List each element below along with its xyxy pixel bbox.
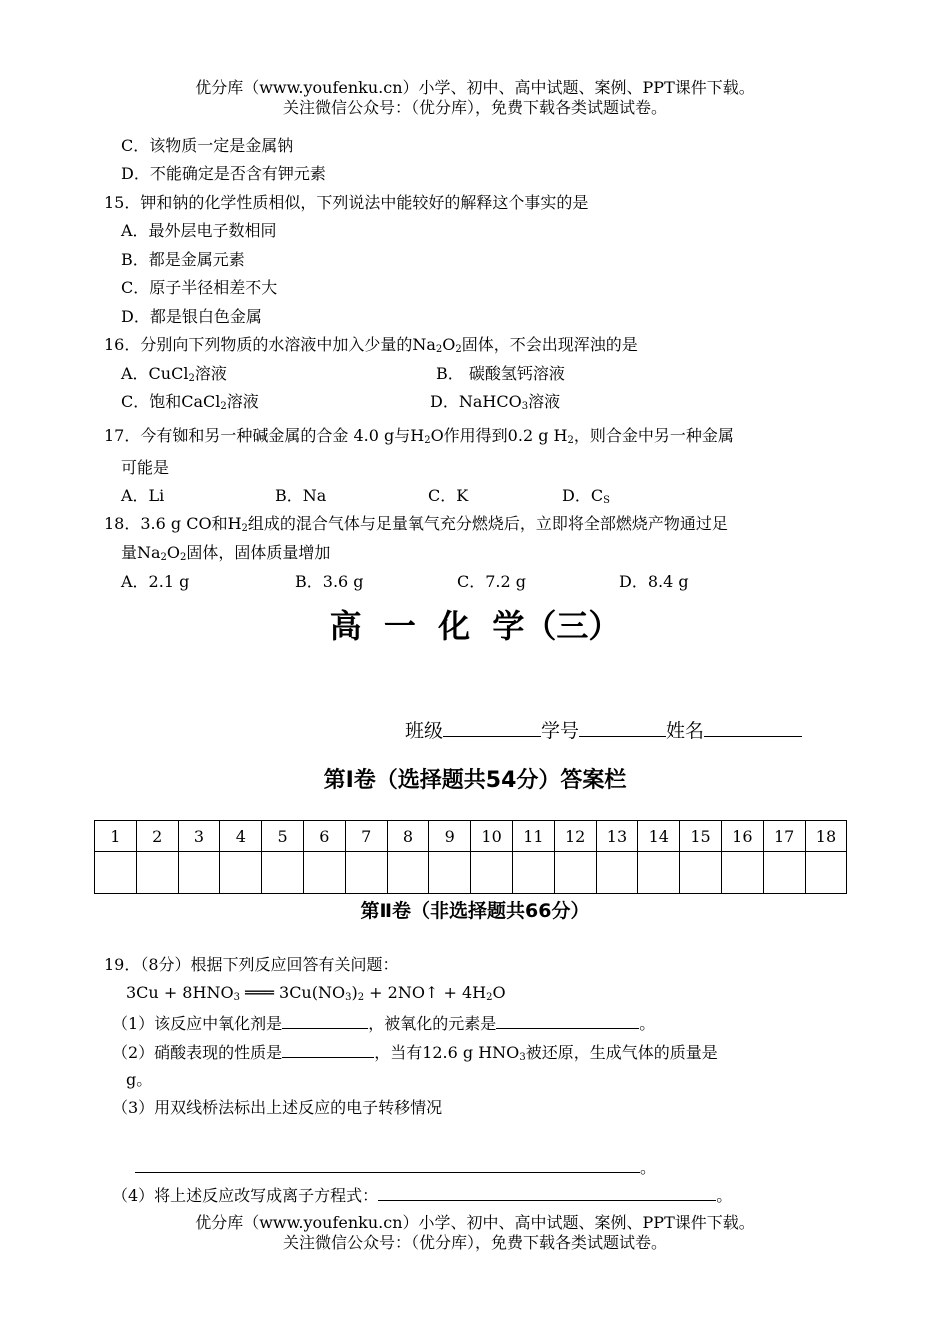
class-blank[interactable]	[443, 721, 541, 737]
answer-cell[interactable]	[95, 852, 137, 894]
q16-option-b: B． 碳酸氢钙溶液	[436, 364, 565, 383]
electron-transfer-blank[interactable]	[135, 1157, 640, 1173]
q17-option-c: C．K	[428, 486, 469, 505]
answer-header-cell: 12	[554, 821, 596, 852]
header-line-1: 优分库（www.youfenku.cn）小学、初中、高中试题、案例、PPT课件下载。	[195, 78, 755, 97]
q14-option-c: C．该物质一定是金属钠	[121, 136, 294, 155]
answer-header-cell: 9	[429, 821, 471, 852]
q19-part-1: （1）该反应中氧化剂是 ，被氧化的元素是 。	[112, 1014, 656, 1033]
answer-header-cell: 10	[471, 821, 513, 852]
page-title: 高 一 化 学（三）	[329, 607, 621, 645]
q17-stem-line-2: 可能是	[121, 458, 170, 477]
answer-cell[interactable]	[471, 852, 513, 894]
answer-cell[interactable]	[680, 852, 722, 894]
answer-cell[interactable]	[429, 852, 471, 894]
answer-cell[interactable]	[763, 852, 805, 894]
answer-header-cell: 2	[136, 821, 178, 852]
student-info	[405, 721, 802, 741]
q17-option-b: B．Na	[275, 486, 327, 505]
q15-option-c: C．原子半径相差不大	[121, 278, 278, 297]
answer-cell[interactable]	[596, 852, 638, 894]
answer-header-cell: 15	[680, 821, 722, 852]
answer-cell[interactable]	[262, 852, 304, 894]
answer-header-cell: 3	[178, 821, 220, 852]
answer-header-cell: 14	[638, 821, 680, 852]
q18-option-c: C．7.2 g	[457, 572, 527, 591]
q16-option-a: A．CuCl$_2$溶液	[121, 364, 227, 384]
answer-header-cell: 17	[763, 821, 805, 852]
answer-cell[interactable]	[345, 852, 387, 894]
name-blank[interactable]	[704, 721, 802, 737]
answer-header-cell: 4	[220, 821, 262, 852]
q19-stem: 19．（8分）根据下列反应回答有关问题：	[104, 955, 399, 974]
name-label: 姓名	[666, 720, 705, 742]
q15-option-d: D．都是银白色金属	[121, 307, 262, 326]
q19-part-2: （2）硝酸表现的性质是 ，当有12.6 g $HNO_3$被还原，生成气体的质量是	[112, 1043, 718, 1063]
answer-table	[94, 820, 847, 894]
answer-cell[interactable]	[512, 852, 554, 894]
section-1-title: 第Ⅰ卷（选择题共54分）答案栏	[323, 768, 627, 793]
id-blank[interactable]	[579, 721, 666, 737]
q16-option-d: D．NaHCO$_3$溶液	[430, 392, 561, 412]
id-label: 学号	[541, 720, 580, 742]
oxidized-element-blank[interactable]	[496, 1013, 639, 1029]
answer-cell[interactable]	[303, 852, 345, 894]
answer-cell[interactable]	[805, 852, 847, 894]
q18-option-a: A．2.1 g	[121, 572, 190, 591]
answer-header-cell: 11	[512, 821, 554, 852]
q18-option-b: B．3.6 g	[295, 572, 364, 591]
q18-stem: 18．3.6 g CO和$H_2$组成的混合气体与足量氧气充分燃烧后，立即将全部燃烧产物通过足	[104, 514, 728, 534]
q19-equation: $3Cu + 8HNO_3$ ═══ $3Cu(NO_3)_2$ + 2NO↑ + $4H_2O$	[126, 983, 506, 1003]
answer-cell[interactable]	[554, 852, 596, 894]
section-2-title: 第Ⅱ卷（非选择题共66分）	[360, 900, 590, 922]
nitric-property-blank[interactable]	[282, 1042, 374, 1058]
q17-option-d: D．$C_S$	[562, 486, 610, 506]
q16-option-c: C．饱和CaCl$_2$溶液	[121, 392, 259, 412]
answer-header-cell: 7	[345, 821, 387, 852]
answer-cell[interactable]	[220, 852, 262, 894]
q17-option-a: A．Li	[121, 486, 165, 505]
q15-stem: 15．钾和钠的化学性质相似，下列说法中能较好的解释这个事实的是	[104, 193, 589, 212]
footer-line-1: 优分库（www.youfenku.cn）小学、初中、高中试题、案例、PPT课件下载。	[195, 1213, 755, 1232]
q18-stem-line-2: 量$Na_2O_2$固体，固体质量增加	[121, 543, 331, 563]
answer-cell[interactable]	[136, 852, 178, 894]
answer-header-cell: 18	[805, 821, 847, 852]
answer-header-cell: 13	[596, 821, 638, 852]
q15-option-b: B．都是金属元素	[121, 250, 245, 269]
q17-stem: 17．今有铷和另一种碱金属的合金 4.0 g与$H_2O$作用得到0.2 g $H_2$，则合金中另一种金属	[104, 426, 734, 446]
q16-stem: 16．分别向下列物质的水溶液中加入少量的$Na_2O_2$固体，不会出现浑浊的是	[104, 335, 638, 355]
header-line-2: 关注微信公众号：（优分库），免费下载各类试题试卷。	[282, 98, 667, 117]
answer-header-cell: 5	[262, 821, 304, 852]
answer-cell[interactable]	[387, 852, 429, 894]
q19-part-2-line-2: g。	[126, 1070, 153, 1089]
q18-option-d: D．8.4 g	[619, 572, 689, 591]
answer-header-cell: 1	[95, 821, 137, 852]
footer-line-2: 关注微信公众号：（优分库），免费下载各类试题试卷。	[282, 1233, 667, 1252]
answer-cell[interactable]	[178, 852, 220, 894]
q15-option-a: A．最外层电子数相同	[121, 221, 277, 240]
q19-part-3: （3）用双线桥法标出上述反应的电子转移情况	[112, 1098, 443, 1117]
q19-part-3-answer-line: 。	[135, 1157, 656, 1176]
q14-option-d: D．不能确定是否含有钾元素	[121, 164, 326, 183]
answer-cell[interactable]	[721, 852, 763, 894]
answer-cell[interactable]	[638, 852, 680, 894]
class-label: 班级	[405, 720, 444, 742]
answer-header-cell: 6	[303, 821, 345, 852]
answer-header-cell: 8	[387, 821, 429, 852]
answer-header-cell: 16	[721, 821, 763, 852]
ionic-equation-blank[interactable]	[378, 1185, 716, 1201]
oxidant-blank[interactable]	[282, 1013, 368, 1029]
q19-part-4: （4）将上述反应改写成离子方程式： 。	[112, 1186, 733, 1205]
